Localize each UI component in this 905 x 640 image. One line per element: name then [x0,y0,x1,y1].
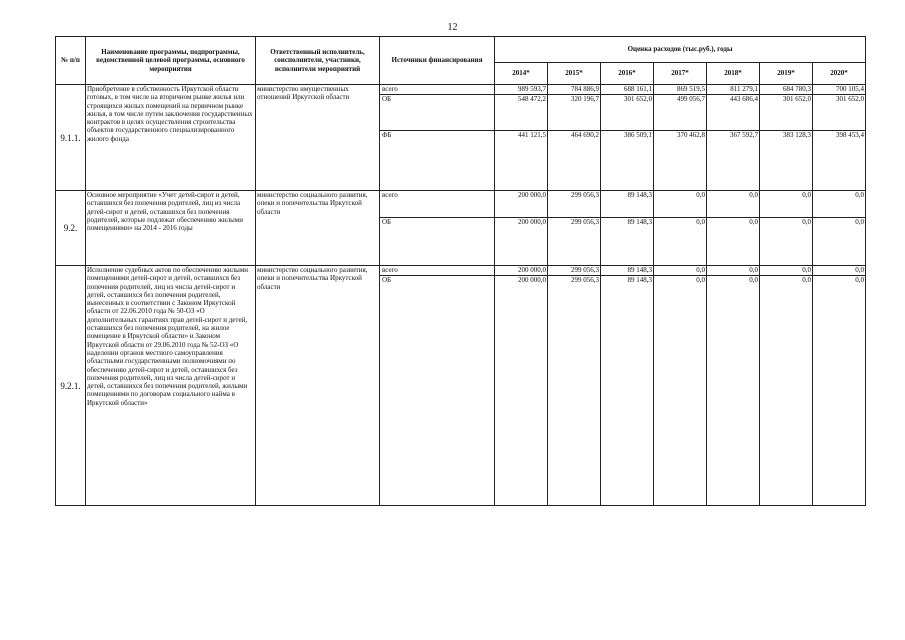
value-cell: 0,0 [707,266,760,276]
value-cell: 688 161,1 [601,85,654,95]
row-number: 9.1.1. [56,85,86,191]
value-cell: 386 509,1 [601,131,654,191]
value-cell: 499 056,7 [654,95,707,131]
table-row [56,191,866,218]
budget-table [55,36,866,506]
value-cell: 464 690,2 [548,131,601,191]
table-row [56,266,866,276]
header-year: 2015* [548,63,601,85]
source-label: ОБ [380,95,495,131]
value-cell: 869 519,5 [654,85,707,95]
header-year: 2016* [601,63,654,85]
source-label: ФБ [380,131,495,191]
value-cell: 0,0 [654,276,707,506]
value-cell: 0,0 [707,276,760,506]
source-label: всего [380,266,495,276]
value-cell: 0,0 [654,191,707,218]
source-label: всего [380,191,495,218]
header-num: № п/п [56,37,86,85]
header-name: Наименование программы, подпрограммы, ведомственной целевой программы, основного мероприятия [86,37,256,85]
row-number: 9.2.1. [56,266,86,506]
value-cell: 301 652,0 [601,95,654,131]
header-year: 2020* [813,63,866,85]
header-year: 2018* [707,63,760,85]
page-number: 12 [447,22,458,33]
value-cell: 299 056,3 [548,191,601,218]
source-label: ОБ [380,276,495,506]
value-cell: 0,0 [813,276,866,506]
source-label: всего [380,85,495,95]
value-cell: 367 592,7 [707,131,760,191]
value-cell: 89 148,3 [601,276,654,506]
value-cell: 0,0 [813,191,866,218]
value-cell: 811 279,1 [707,85,760,95]
value-cell: 0,0 [707,218,760,266]
value-cell: 0,0 [707,191,760,218]
value-cell: 301 652,0 [760,95,813,131]
value-cell: 441 121,5 [495,131,548,191]
value-cell: 320 196,7 [548,95,601,131]
value-cell: 548 472,2 [495,95,548,131]
value-cell: 989 593,7 [495,85,548,95]
value-cell: 89 148,3 [601,266,654,276]
row-executor: министерство социального развития, опеки и попечительства Иркутской области [256,266,380,506]
value-cell: 89 148,3 [601,218,654,266]
value-cell: 0,0 [760,266,813,276]
value-cell: 0,0 [760,276,813,506]
value-cell: 0,0 [813,218,866,266]
value-cell: 200 000,0 [495,276,548,506]
value-cell: 784 886,9 [548,85,601,95]
row-name: Основное мероприятие «Учет детей-сирот и детей, оставшихся без попечения родителей, лиц из числа детей-сирот и детей, оставшихся без попечения родителей, которые подлежат обеспечению жилыми помещениями» на 2014 - 2016 годы [86,191,256,266]
value-cell: 0,0 [760,191,813,218]
header-year: 2014* [495,63,548,85]
value-cell: 89 148,3 [601,191,654,218]
value-cell: 443 686,4 [707,95,760,131]
value-cell: 0,0 [813,266,866,276]
value-cell: 0,0 [654,266,707,276]
value-cell: 200 000,0 [495,218,548,266]
row-number: 9.2. [56,191,86,266]
row-executor: министерство имущественных отношений Иркутской области [256,85,380,191]
row-name: Исполнение судебных актов по обеспечению жилыми помещениями детей-сирот и детей, оставшихся без попечения родителей, лиц из числа детей-сирот и детей, оставшихся без попечения родителей, вынесенных в соответствии с Законом Иркутской области от 22.06.2010 года № 50-ОЗ «О дополнительных гарантиях прав детей-сирот и детей, оставшихся без попечения родителей, на жилое помещение в Иркутской области» и Законом Иркутской области от 29.06.2010 года № 52-ОЗ «О наделении органов местного самоуправления областными государственными полномочиями по обеспечению детей-сирот и детей, оставшихся без попечения родителей, лиц из числа детей-сирот и детей, оставшихся без попечения родителей, жилыми помещениями по договорам социального найма в Иркутской области» [86,266,256,506]
row-executor: министерство социального развития, опеки и попечительства Иркутской области [256,191,380,266]
value-cell: 301 652,0 [813,95,866,131]
header-executor: Ответственный исполнитель, соисполнители, участники, исполнители мероприятий [256,37,380,85]
row-name: Приобретение в собственность Иркутской области готовых, в том числе на вторичном рынке жилья или строящихся жилых помещений на первичном рынке жилья, в том числе путем заключения государственных контрактов в целях осуществления строительства объектов государственного специализированного жилого фонда [86,85,256,191]
value-cell: 383 128,3 [760,131,813,191]
value-cell: 0,0 [654,218,707,266]
value-cell: 299 056,3 [548,266,601,276]
value-cell: 700 105,4 [813,85,866,95]
value-cell: 684 780,3 [760,85,813,95]
header-year: 2019* [760,63,813,85]
value-cell: 398 453,4 [813,131,866,191]
value-cell: 299 056,3 [548,276,601,506]
value-cell: 200 000,0 [495,266,548,276]
header-source: Источники финансирования [380,37,495,85]
value-cell: 200 000,0 [495,191,548,218]
value-cell: 0,0 [760,218,813,266]
header-year: 2017* [654,63,707,85]
table-row [56,85,866,95]
header-estimate: Оценка расходов (тыс.руб.), годы [495,37,866,63]
value-cell: 299 056,3 [548,218,601,266]
source-label: ОБ [380,218,495,266]
value-cell: 370 462,8 [654,131,707,191]
